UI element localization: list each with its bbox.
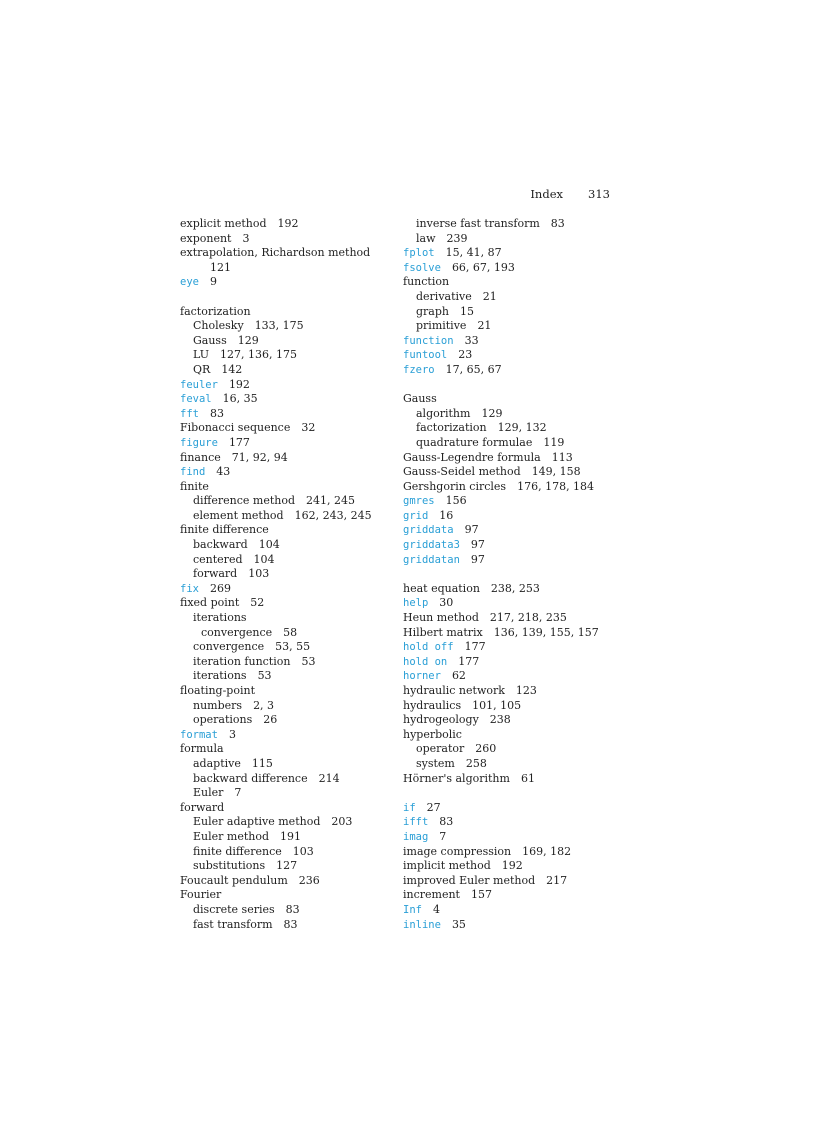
- index-pages: 83: [550, 217, 565, 230]
- index-entry: [180, 261, 400, 276]
- index-entry: [180, 611, 400, 626]
- index-entry: [403, 845, 623, 860]
- index-pages: 258: [465, 756, 487, 770]
- index-term: finite: [180, 479, 209, 493]
- index-entry: [403, 261, 623, 276]
- index-pages: 16, 35: [222, 392, 258, 406]
- index-entry: [403, 742, 623, 757]
- index-pages: 129, 132: [497, 421, 547, 435]
- index-entry: [180, 480, 400, 495]
- index-term-command: ifft: [403, 816, 429, 829]
- index-term-command: eye: [180, 276, 199, 289]
- index-term: LU: [193, 348, 209, 362]
- index-entry: [180, 699, 400, 714]
- index-pages: 113: [551, 450, 573, 464]
- index-term: backward: [193, 538, 248, 552]
- index-term: iteration function: [193, 654, 291, 668]
- index-pages: 142: [221, 362, 243, 376]
- index-entry: [403, 480, 623, 495]
- index-term: heat equation: [403, 581, 480, 595]
- index-pages: 3: [228, 727, 236, 741]
- index-term-command: figure: [180, 436, 218, 449]
- index-entry: [180, 582, 400, 597]
- index-term: image compression: [403, 844, 512, 858]
- index-entry: [180, 363, 400, 378]
- index-term-command: griddata: [403, 524, 454, 537]
- index-pages: 35: [451, 917, 466, 931]
- index-pages: 26: [263, 713, 278, 727]
- index-entry: [180, 348, 400, 363]
- index-entry: [180, 845, 400, 860]
- index-entry: [403, 830, 623, 845]
- index-entry: [180, 436, 400, 451]
- index-pages: 97: [464, 523, 479, 537]
- index-entry: [180, 246, 400, 261]
- index-pages: 9: [209, 275, 217, 289]
- index-term: element method: [193, 508, 284, 522]
- index-entry: [180, 494, 400, 509]
- index-pages: 83: [209, 406, 224, 420]
- index-term: convergence: [201, 625, 273, 639]
- index-entry: [180, 772, 400, 787]
- index-term: hydraulic network: [403, 684, 505, 697]
- index-pages: 83: [283, 917, 298, 931]
- index-entry: [403, 319, 623, 334]
- index-pages: 156: [445, 494, 467, 508]
- index-term-command: imag: [403, 830, 429, 843]
- index-term: quadrature formulae: [416, 435, 533, 449]
- index-column-left: [180, 217, 400, 932]
- index-entry: [180, 217, 400, 232]
- index-term: primitive: [416, 319, 467, 333]
- index-term: Euler adaptive method: [193, 815, 321, 829]
- index-term: function: [403, 275, 450, 289]
- index-entry: [180, 596, 400, 611]
- index-term: derivative: [416, 289, 472, 303]
- index-pages: 97: [470, 552, 485, 566]
- index-pages: 162, 243, 245: [294, 508, 372, 522]
- index-term: finite difference: [180, 523, 269, 537]
- index-pages: 61: [520, 771, 535, 785]
- index-pages: 17, 65, 67: [445, 362, 502, 376]
- index-term: convergence: [193, 640, 265, 654]
- index-term: finite difference: [193, 844, 282, 858]
- index-pages: 21: [477, 319, 492, 333]
- index-pages: 97: [470, 538, 485, 552]
- index-pages: 7: [439, 829, 447, 843]
- index-entry: [403, 626, 623, 641]
- index-entry: [180, 888, 400, 903]
- index-pages: 7: [234, 786, 242, 800]
- index-entry: [403, 553, 623, 568]
- index-term: fixed point: [180, 596, 240, 610]
- index-entry: [180, 786, 400, 801]
- index-pages: 3: [242, 231, 250, 245]
- index-pages: 23: [458, 348, 473, 362]
- index-pages: 133, 175: [254, 319, 304, 333]
- header-title: Index: [530, 187, 563, 201]
- index-pages: 129: [481, 406, 503, 420]
- index-term: fast transform: [193, 917, 273, 931]
- index-entry: [403, 217, 623, 232]
- index-entry: [180, 830, 400, 845]
- index-entry: [403, 772, 623, 787]
- index-entry: [180, 713, 400, 728]
- index-entry: [403, 392, 623, 407]
- index-entry: [180, 757, 400, 772]
- index-entry: [180, 903, 400, 918]
- index-term: Heun method: [403, 611, 479, 625]
- running-header: [180, 187, 610, 203]
- index-term: Foucault pendulum: [180, 873, 288, 887]
- index-term: algorithm: [416, 406, 471, 420]
- index-term-command: Inf: [403, 903, 422, 916]
- index-entry: [180, 232, 400, 247]
- index-pages: 203: [331, 815, 353, 829]
- index-pages: 71, 92, 94: [231, 450, 288, 464]
- index-term-command: horner: [403, 670, 441, 683]
- index-pages: 217, 218, 235: [489, 611, 567, 625]
- index-entry: [403, 246, 623, 261]
- index-term-command: gmres: [403, 495, 435, 508]
- index-term: Gauss-Seidel method: [403, 465, 521, 479]
- index-term-command: find: [180, 466, 206, 479]
- index-pages: 62: [451, 669, 466, 683]
- index-entry: [403, 290, 623, 305]
- index-pages: 83: [439, 815, 454, 829]
- index-term: system: [416, 756, 455, 770]
- index-entry: [180, 392, 400, 407]
- index-entry: [403, 699, 623, 714]
- index-pages: 177: [458, 654, 480, 668]
- index-pages: 53: [301, 654, 316, 668]
- index-pages: 241, 245: [306, 494, 355, 508]
- index-pages: 239: [446, 231, 468, 245]
- index-entry: [403, 684, 623, 699]
- index-term-command: fzero: [403, 363, 435, 376]
- index-term-command: inline: [403, 918, 441, 931]
- index-entry: [403, 407, 623, 422]
- index-entry: [403, 523, 623, 538]
- index-pages: 16: [439, 508, 454, 522]
- index-entry: [180, 538, 400, 553]
- index-term: substitutions: [193, 859, 266, 873]
- index-entry: [180, 655, 400, 670]
- index-term: inverse fast transform: [416, 217, 540, 230]
- index-term: Euler: [193, 786, 224, 800]
- index-entry: [180, 626, 400, 641]
- index-term: operator: [416, 742, 465, 756]
- index-entry: [403, 363, 623, 378]
- page-number: 313: [588, 187, 610, 201]
- index-pages: 104: [253, 552, 275, 566]
- index-term: Fourier: [180, 888, 222, 902]
- index-term: factorization: [180, 304, 251, 318]
- index-pages: 53: [257, 669, 272, 683]
- index-entry: [403, 465, 623, 480]
- index-pages: 149, 158: [531, 465, 581, 479]
- index-entry: [180, 319, 400, 334]
- index-entry: [180, 728, 400, 743]
- index-pages: 217: [546, 873, 568, 887]
- index-term: implicit method: [403, 859, 491, 873]
- index-entry: [403, 728, 623, 743]
- index-entry: [403, 538, 623, 553]
- index-term-command: fix: [180, 582, 199, 595]
- index-entry: [403, 874, 623, 889]
- index-entry: [180, 305, 400, 320]
- index-entry: [180, 523, 400, 538]
- index-pages: 43: [216, 465, 231, 479]
- index-pages: 15: [459, 304, 474, 318]
- index-entry: [403, 859, 623, 874]
- index-pages: 115: [251, 756, 273, 770]
- index-pages: 103: [248, 567, 270, 581]
- index-pages: 127: [276, 859, 298, 873]
- index-term-command: feval: [180, 393, 212, 406]
- index-entry: [403, 348, 623, 363]
- index-pages: 127, 136, 175: [219, 348, 297, 362]
- index-term: centered: [193, 552, 243, 566]
- index-pages: 157: [470, 888, 492, 902]
- index-pages: 136, 139, 155, 157: [493, 625, 599, 639]
- index-term: law: [416, 231, 436, 245]
- index-entry: [180, 684, 400, 699]
- index-entry: [180, 465, 400, 480]
- index-entry: [180, 421, 400, 436]
- index-pages: 2, 3: [253, 698, 275, 712]
- index-entry: [180, 553, 400, 568]
- index-term: graph: [416, 304, 449, 318]
- index-pages: 236: [298, 873, 320, 887]
- index-entry: [180, 407, 400, 422]
- index-entry: [403, 451, 623, 466]
- index-entry: [180, 859, 400, 874]
- index-term-command: hold off: [403, 641, 454, 654]
- index-term: Fibonacci sequence: [180, 421, 291, 435]
- index-entry: [403, 713, 623, 728]
- index-entry: [403, 669, 623, 684]
- index-entry: [403, 275, 623, 290]
- index-entry: [403, 757, 623, 772]
- index-pages: 53, 55: [275, 640, 311, 654]
- index-term: numbers: [193, 698, 243, 712]
- index-entry: [403, 640, 623, 655]
- index-pages: 32: [301, 421, 316, 435]
- index-term-command: feuler: [180, 378, 218, 391]
- index-term-command: function: [403, 334, 454, 347]
- index-entry: [180, 801, 400, 816]
- index-pages: 52: [250, 596, 265, 610]
- index-entry: [403, 421, 623, 436]
- index-entry: [180, 669, 400, 684]
- index-entry: [403, 903, 623, 918]
- index-pages: 192: [228, 377, 250, 391]
- index-pages: 269: [209, 581, 231, 595]
- index-entry: [180, 275, 400, 290]
- index-term: floating-point: [180, 684, 255, 697]
- index-term: difference method: [193, 494, 296, 508]
- index-pages: 176, 178, 184: [517, 479, 595, 493]
- index-term-command: help: [403, 597, 429, 610]
- index-term: formula: [180, 742, 224, 756]
- index-term: iterations: [193, 611, 247, 625]
- index-term: Hörner's algorithm: [403, 771, 510, 785]
- index-pages: 129: [237, 333, 259, 347]
- index-entry: [180, 334, 400, 349]
- index-term-command: funtool: [403, 349, 448, 362]
- index-pages: 58: [283, 625, 298, 639]
- index-term: operations: [193, 713, 253, 727]
- index-entry: [180, 815, 400, 830]
- index-term: hyperbolic: [403, 727, 462, 741]
- index-term-command: griddata3: [403, 539, 460, 552]
- index-entry: [180, 378, 400, 393]
- index-pages: 66, 67, 193: [451, 260, 515, 274]
- index-pages: 177: [464, 640, 486, 654]
- index-entry: [403, 305, 623, 320]
- index-term: QR: [193, 362, 211, 376]
- index-entry: [403, 918, 623, 933]
- index-term: factorization: [416, 421, 487, 435]
- index-pages: 177: [228, 435, 250, 449]
- index-pages: 192: [277, 217, 299, 230]
- index-term: increment: [403, 888, 460, 902]
- index-term: Gauss: [403, 392, 437, 406]
- index-entry: [403, 596, 623, 611]
- index-term: exponent: [180, 231, 232, 245]
- index-pages: 191: [280, 829, 302, 843]
- index-pages: 260: [475, 742, 497, 756]
- index-entry: [180, 742, 400, 757]
- index-term-command: fft: [180, 407, 199, 420]
- index-entry: [403, 334, 623, 349]
- index-term-command: grid: [403, 509, 429, 522]
- index-entry: [180, 451, 400, 466]
- index-column-right: [403, 217, 623, 932]
- index-pages: 123: [515, 684, 537, 697]
- index-pages: 33: [464, 333, 479, 347]
- index-term: Gauss: [193, 333, 227, 347]
- index-term: Euler method: [193, 829, 270, 843]
- index-entry: [180, 874, 400, 889]
- index-pages: 119: [543, 435, 565, 449]
- index-term: Gershgorin circles: [403, 479, 507, 493]
- index-term-command: griddatan: [403, 553, 460, 566]
- index-entry: [180, 567, 400, 582]
- index-entry: [403, 611, 623, 626]
- index-term: extrapolation, Richardson method: [180, 246, 371, 260]
- index-pages: 101, 105: [472, 698, 522, 712]
- index-term-command: if: [403, 801, 416, 814]
- index-term: backward difference: [193, 771, 308, 785]
- index-pages: 121: [210, 260, 231, 274]
- index-entry: [403, 815, 623, 830]
- index-pages: 83: [285, 902, 300, 916]
- index-pages: 169, 182: [522, 844, 572, 858]
- index-entry: [403, 655, 623, 670]
- index-pages: 21: [482, 289, 497, 303]
- index-term: forward: [193, 567, 238, 581]
- index-term: adaptive: [193, 756, 241, 770]
- index-pages: 214: [318, 771, 340, 785]
- index-term: forward: [180, 800, 225, 814]
- index-pages: 192: [501, 859, 523, 873]
- index-entry: [403, 232, 623, 247]
- index-entry: [403, 494, 623, 509]
- index-term: Gauss-Legendre formula: [403, 450, 541, 464]
- index-entry: [180, 640, 400, 655]
- index-entry: [403, 436, 623, 451]
- index-pages: 4: [432, 902, 440, 916]
- index-term: iterations: [193, 669, 247, 683]
- index-term: improved Euler method: [403, 873, 536, 887]
- index-pages: 238: [489, 713, 511, 727]
- index-entry: [403, 801, 623, 816]
- index-term: explicit method: [180, 217, 267, 230]
- index-pages: 27: [426, 800, 441, 814]
- index-pages: 104: [258, 538, 280, 552]
- index-term-command: fplot: [403, 247, 435, 260]
- index-pages: 238, 253: [490, 581, 540, 595]
- index-term-command: fsolve: [403, 261, 441, 274]
- index-pages: 30: [439, 596, 454, 610]
- index-pages: 103: [292, 844, 314, 858]
- index-term-command: format: [180, 728, 218, 741]
- index-term: hydrogeology: [403, 713, 479, 727]
- index-term-command: hold on: [403, 655, 448, 668]
- index-term: finance: [180, 450, 221, 464]
- index-entry: [180, 918, 400, 933]
- index-term: hydraulics: [403, 698, 462, 712]
- index-entry: [403, 582, 623, 597]
- index-entry: [403, 509, 623, 524]
- index-term: discrete series: [193, 902, 275, 916]
- index-term: Cholesky: [193, 319, 244, 333]
- index-term: Hilbert matrix: [403, 625, 483, 639]
- index-entry: [180, 509, 400, 524]
- index-entry: [403, 888, 623, 903]
- index-pages: 15, 41, 87: [445, 246, 502, 260]
